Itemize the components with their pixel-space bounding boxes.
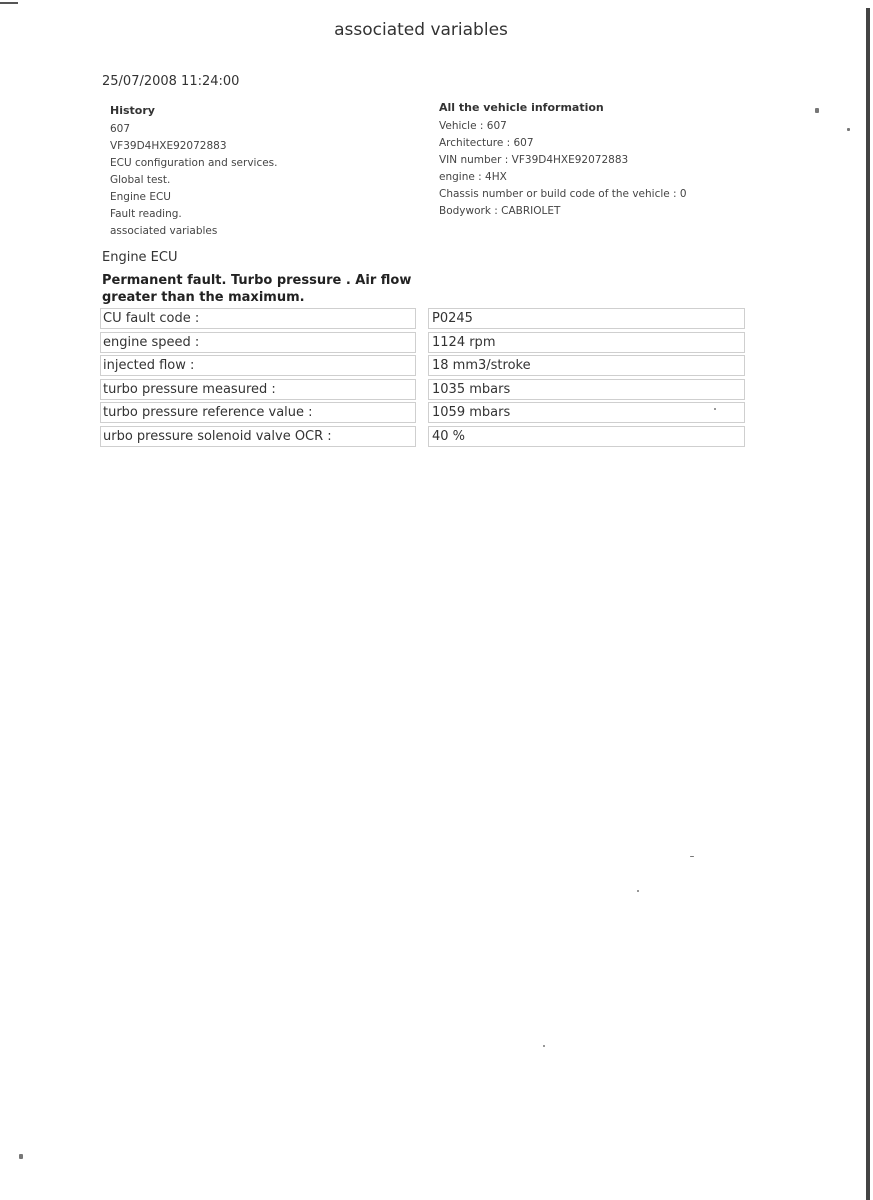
history-heading: History xyxy=(110,104,155,117)
fault-description: Permanent fault. Turbo pressure . Air flow greater than the maximum. xyxy=(102,273,412,305)
scan-speck xyxy=(847,128,850,131)
vehicle-info-item: Vehicle : 607 xyxy=(439,120,507,132)
history-item: ECU configuration and services. xyxy=(110,157,278,169)
variable-value: 18 mm3/stroke xyxy=(428,355,745,376)
ecu-title: Engine ECU xyxy=(102,250,178,265)
scan-speck xyxy=(543,1045,545,1047)
scan-speck xyxy=(815,108,819,113)
variable-label: turbo pressure measured : xyxy=(100,379,416,400)
vehicle-info-item: Bodywork : CABRIOLET xyxy=(439,205,561,217)
history-section xyxy=(110,102,278,240)
scan-speck xyxy=(714,408,716,410)
variable-label: engine speed : xyxy=(100,332,416,353)
variable-value: 1124 rpm xyxy=(428,332,745,353)
variable-label: injected flow : xyxy=(100,355,416,376)
scan-edge-top xyxy=(0,2,18,4)
history-item: Global test. xyxy=(110,174,171,186)
variable-value: P0245 xyxy=(428,308,745,329)
variable-label: urbo pressure solenoid valve OCR : xyxy=(100,426,416,447)
variable-value: 40 % xyxy=(428,426,745,447)
vehicle-info-item: engine : 4HX xyxy=(439,171,507,183)
variable-value: 1035 mbars xyxy=(428,379,745,400)
vehicle-info-item: VIN number : VF39D4HXE92072883 xyxy=(439,154,629,166)
variable-label: CU fault code : xyxy=(100,308,416,329)
page-title: associated variables xyxy=(334,20,508,40)
history-item: associated variables xyxy=(110,225,218,237)
vehicle-info-section xyxy=(439,99,687,220)
scan-edge-right xyxy=(866,8,870,1200)
variable-label: turbo pressure reference value : xyxy=(100,402,416,423)
history-item: VF39D4HXE92072883 xyxy=(110,140,227,152)
history-item: Fault reading. xyxy=(110,208,182,220)
history-item: Engine ECU xyxy=(110,191,171,203)
vehicle-info-heading: All the vehicle information xyxy=(439,101,604,114)
vehicle-info-item: Architecture : 607 xyxy=(439,137,534,149)
variable-value: 1059 mbars xyxy=(428,402,745,423)
report-timestamp: 25/07/2008 11:24:00 xyxy=(102,74,240,89)
scan-speck xyxy=(637,890,639,892)
scan-speck xyxy=(19,1154,23,1159)
scan-speck xyxy=(690,856,694,857)
vehicle-info-item: Chassis number or build code of the vehicle : 0 xyxy=(439,188,687,200)
history-item: 607 xyxy=(110,123,131,135)
